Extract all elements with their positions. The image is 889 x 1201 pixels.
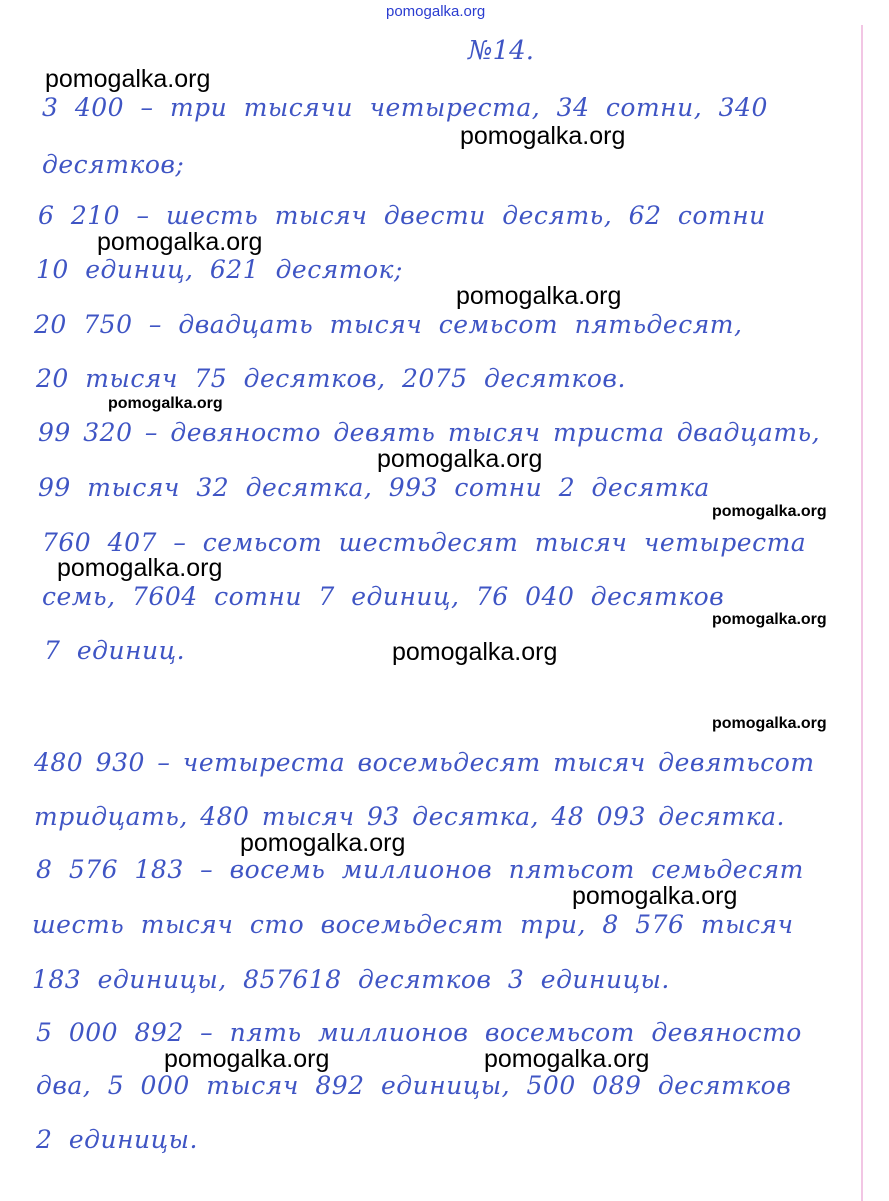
- watermark: pomogalka.org: [97, 228, 263, 256]
- watermark: pomogalka.org: [240, 829, 406, 857]
- notebook-margin-line: [861, 25, 863, 1201]
- watermark: pomogalka.org: [392, 638, 558, 666]
- header-watermark: pomogalka.org: [386, 3, 486, 20]
- watermark: pomogalka.org: [164, 1045, 330, 1073]
- handwritten-line: 99 320 – девяносто девять тысяч триста двадцать,: [38, 418, 821, 447]
- watermark: pomogalka.org: [572, 882, 738, 910]
- watermark: pomogalka.org: [456, 282, 622, 310]
- watermark: pomogalka.org: [45, 65, 211, 93]
- watermark: pomogalka.org: [57, 554, 223, 582]
- watermark: pomogalka.org: [108, 395, 223, 412]
- watermark: pomogalka.org: [377, 445, 543, 473]
- handwritten-line: 10 единиц, 621 десяток;: [36, 255, 403, 284]
- handwritten-line: 99 тысяч 32 десятка, 993 сотни 2 десятка: [38, 473, 710, 502]
- handwritten-line: шесть тысяч сто восемьдесят три, 8 576 тысяч: [32, 910, 794, 939]
- watermark: pomogalka.org: [712, 503, 827, 520]
- handwritten-line: 480 930 – четыреста восемьдесят тысяч девятьсот: [34, 748, 815, 777]
- handwritten-line: 183 единицы, 857618 десятков 3 единицы.: [32, 965, 670, 994]
- handwritten-line: два, 5 000 тысяч 892 единицы, 500 089 десятков: [36, 1071, 792, 1100]
- watermark: pomogalka.org: [712, 715, 827, 732]
- exercise-number: №14.: [468, 36, 534, 66]
- watermark: pomogalka.org: [712, 611, 827, 628]
- handwritten-line: тридцать, 480 тысяч 93 десятка, 48 093 десятка.: [34, 802, 785, 831]
- watermark: pomogalka.org: [484, 1045, 650, 1073]
- handwritten-line: 8 576 183 – восемь миллионов пятьсот семьдесят: [36, 855, 804, 884]
- handwritten-line: 760 407 – семьсот шестьдесят тысяч четыреста: [42, 528, 807, 557]
- watermark: pomogalka.org: [460, 122, 626, 150]
- handwritten-line: 3 400 – три тысячи четыреста, 34 сотни, 340: [42, 93, 768, 122]
- handwritten-line: 20 750 – двадцать тысяч семьсот пятьдесят,: [34, 310, 743, 339]
- handwritten-line: 7 единиц.: [44, 636, 186, 665]
- handwritten-line: семь, 7604 сотни 7 единиц, 76 040 десятков: [42, 582, 725, 611]
- handwritten-line: десятков;: [42, 150, 185, 179]
- handwritten-line: 6 210 – шесть тысяч двести десять, 62 сотни: [38, 201, 766, 230]
- handwritten-line: 20 тысяч 75 десятков, 2075 десятков.: [36, 364, 626, 393]
- handwritten-line: 5 000 892 – пять миллионов восемьсот девяносто: [36, 1018, 802, 1047]
- handwritten-line: 2 единицы.: [36, 1125, 198, 1154]
